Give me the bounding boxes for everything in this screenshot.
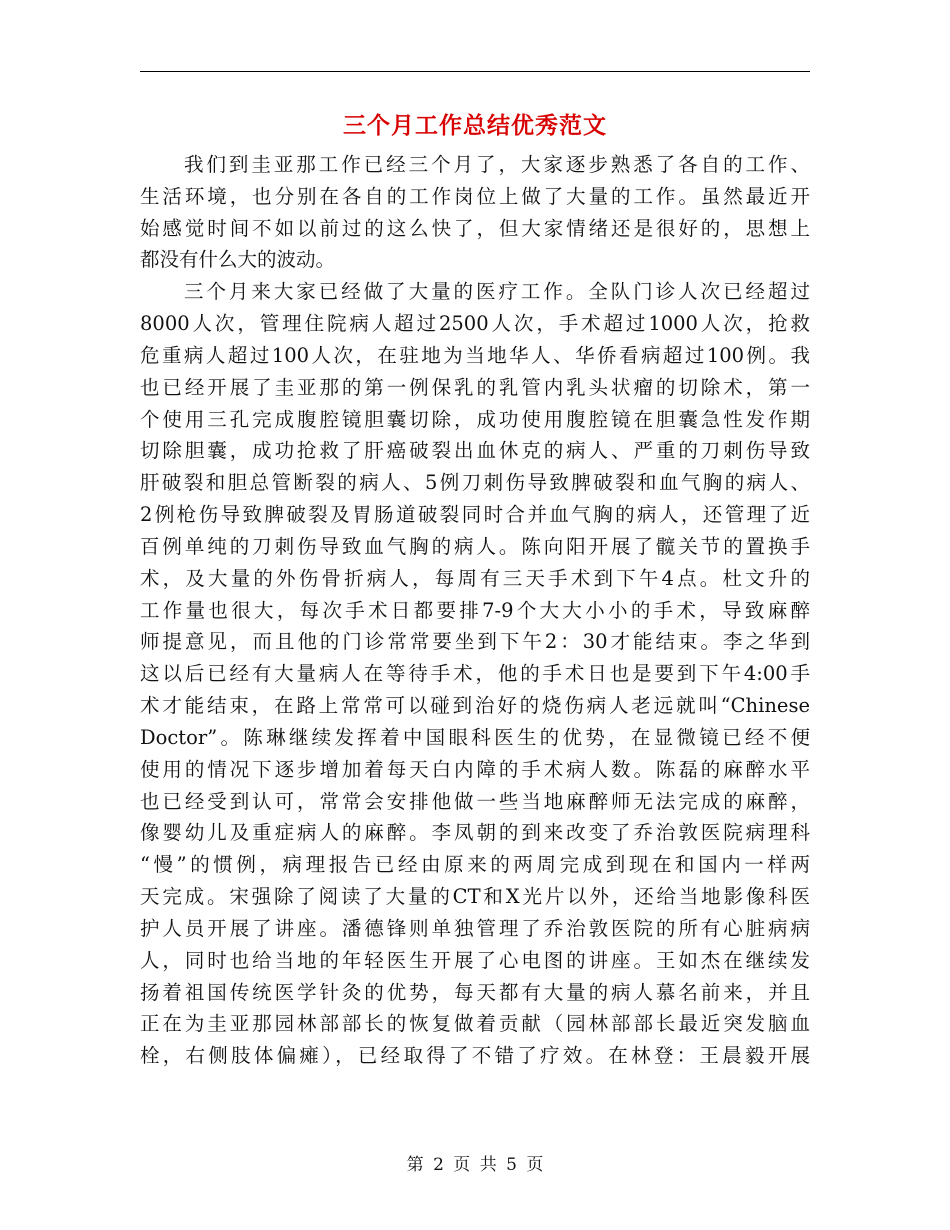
paragraph-2-line-7: 肝破裂和胆总管断裂的病人、5例刀刺伤导致脾破裂和血气胸的病人、 (140, 471, 810, 495)
paragraph-1-line-1: 我们到圭亚那工作已经三个月了，大家逐步熟悉了各自的工作、 (184, 153, 810, 176)
paragraph-2-line-13: 这以后已经有大量病人在等待手术，他的手术日也是要到下午4:00手 (140, 662, 810, 686)
paragraph-2-line-15: Doctor”。陈琳继续发挥着中国眼科医生的优势，在显微镜已经不便 (140, 725, 810, 749)
paragraph-2-line-6: 切除胆囊，成功抢救了肝癌破裂出血休克的病人、严重的刀刺伤导致 (140, 439, 810, 463)
paragraph-2-line-16: 使用的情况下逐步增加着每天白内障的手术病人数。陈磊的麻醉水平 (140, 757, 810, 781)
paragraph-2-line-18: 像婴幼儿及重症病人的麻醉。李凤朝的到来改变了乔治敦医院病理科 (140, 821, 810, 845)
paragraph-2-line-14: 术才能结束，在路上常常可以碰到治好的烧伤病人老远就叫“Chinese (140, 694, 810, 718)
paragraph-2-line-12: 师提意见，而且他的门诊常常要坐到下午2：30才能结束。李之华到 (140, 630, 810, 654)
paragraph-2-line-8: 2例枪伤导致脾破裂及胃肠道破裂同时合并血气胸的病人，还管理了近 (140, 503, 810, 527)
paragraph-2-line-9: 百例单纯的刀刺伤导致血气胸的病人。陈向阳开展了髋关节的置换手 (140, 534, 810, 558)
paragraph-2-line-22: 人，同时也给当地的年轻医生开展了心电图的讲座。王如杰在继续发 (140, 948, 810, 972)
document-title: 三个月工作总结优秀范文 (343, 113, 607, 139)
paragraph-1-line-4: 都没有什么大的波动。 (140, 248, 336, 272)
document-body (140, 149, 810, 1072)
paragraph-2-line-25: 栓，右侧肢体偏瘫），已经取得了不错了疗效。在林登：王晨毅开展 (140, 1044, 810, 1068)
paragraph-2-line-4: 也已经开展了圭亚那的第一例保乳的乳管内乳头状瘤的切除术，第一 (140, 375, 810, 399)
paragraph-2-line-24: 正在为圭亚那园林部部长的恢复做着贡献（园林部部长最近突发脑血 (140, 1012, 810, 1036)
paragraph-2-line-21: 护人员开展了讲座。潘德锋则单独管理了乔治敦医院的所有心脏病病 (140, 916, 810, 940)
paragraph-1-line-2: 生活环境，也分别在各自的工作岗位上做了大量的工作。虽然最近开 (140, 184, 810, 208)
paragraph-2-line-11: 工作量也很大，每次手术日都要排7-9个大大小小的手术，导致麻醉 (140, 598, 810, 622)
paragraph-2-line-19: “慢”的惯例，病理报告已经由原来的两周完成到现在和国内一样两 (140, 853, 810, 877)
header-rule (140, 71, 810, 72)
paragraph-2-line-2: 8000人次，管理住院病人超过2500人次，手术超过1000人次，抢救 (140, 312, 810, 336)
paragraph-2-line-3: 危重病人超过100人次，在驻地为当地华人、华侨看病超过100例。我 (140, 343, 810, 367)
paragraph-2-line-10: 术，及大量的外伤骨折病人，每周有三天手术到下午4点。杜文升的 (140, 566, 810, 590)
page-number: 第 2 页 共 5 页 (406, 1155, 544, 1175)
paragraph-2-line-5: 个使用三孔完成腹腔镜胆囊切除，成功使用腹腔镜在胆囊急性发作期 (140, 407, 810, 431)
paragraph-2-line-17: 也已经受到认可，常常会安排他做一些当地麻醉师无法完成的麻醉， (140, 789, 810, 813)
paragraph-2-line-20: 天完成。宋强除了阅读了大量的CT和X光片以外，还给当地影像科医 (140, 885, 810, 909)
paragraph-2-line-23: 扬着祖国传统医学针灸的优势，每天都有大量的病人慕名前来，并且 (140, 980, 810, 1004)
paragraph-1-line-3: 始感觉时间不如以前过的这么快了，但大家情绪还是很好的，思想上 (140, 216, 810, 240)
paragraph-2-line-1: 三个月来大家已经做了大量的医疗工作。全队门诊人次已经超过 (184, 280, 810, 304)
